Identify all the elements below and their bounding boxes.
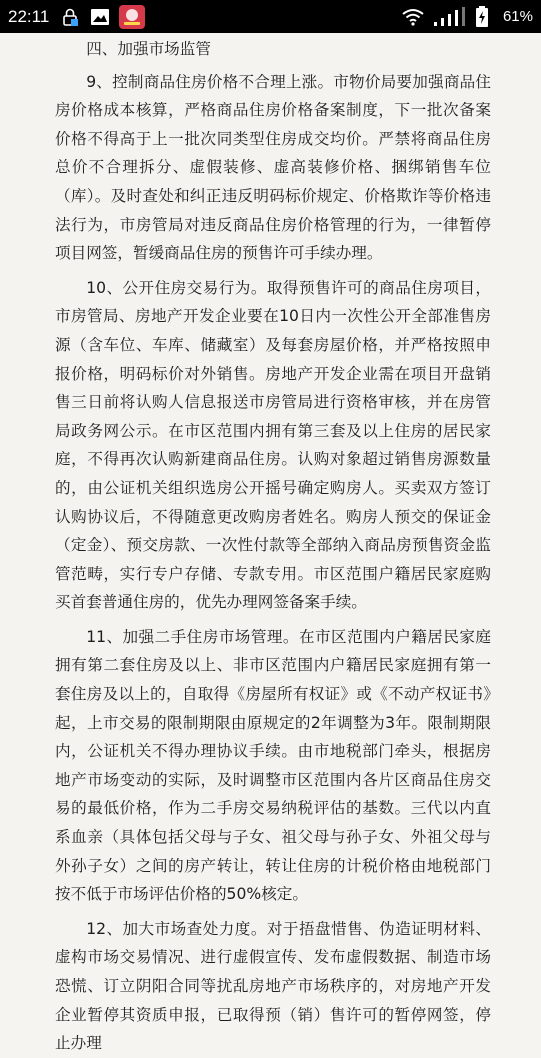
paragraph-11: 11、加强二手住房市场管理。在市区范围内户籍居民家庭拥有第二套住房及以上、非市区范围内户籍居民家庭拥有第一套住房及以上的，自取得《房屋所有权证》或《不动产权证书》起，上市交易的限制期限由原规定的2年调整为3年。限制期限内，公证机关不得办理协议手续。由市地税部门牵头，根据房地产市场变动的实际，及时调整市区范围内各片区商品住房交易的最低价格，作为二手房交易纳税评估的基数。三代以内直系血亲（具体包括父母与子女、祖父母与孙子女、外祖父母与外孙子女）之间的房产转让，转让住房的计税价格由地税部门按不低于市场评估价格的50%核定。 (55, 627, 491, 904)
document-viewer[interactable] (0, 33, 541, 1053)
paragraph-9: 9、控制商品住房价格不合理上涨。市物价局要加强商品住房价格成本核算，严格商品住房价格备案制度，下一批次备案价格不得高于上一批次同类型住房成交均价。严禁将商品住房总价不合理拆分、虚假装修、虚高装修价格、捆绑销售车位（库）。及时查处和纠正违反明码标价规定、价格欺诈等价格违法行为，市房管局对违反商品住房价格管理的行为，一律暂停项目网签，暂缓商品住房的预售许可手续办理。 (55, 72, 491, 263)
app-icon (119, 5, 145, 29)
section-heading: 四、加强市场监管 (86, 40, 211, 58)
document-body (0, 33, 541, 1058)
status-time: 22:11 (8, 6, 50, 26)
battery-icon (475, 6, 489, 28)
paragraph-10: 10、公开住房交易行为。取得预售许可的商品住房项目，市房管局、房地产开发企业要在10日内一次性公开全部准售房源（含车位、车库、储藏室）及每套房屋价格，并严格按照申报价格，明码标价对外销售。房地产开发企业需在项目开盘销售三日前将认购人信息报送市房管局进行资格审核，并在房管局政务网公示。在市区范围内拥有第三套及以上住房的居民家庭，不得再次认购新建商品住房。认购对象超过销售房源数量的，由公证机关组织选房公开摇号确定购房人。买卖双方签订认购协议后，不得随意更改购房者姓名。购房人预交的保证金（定金）、预交房款、一次性付款等全部纳入商品房预售资金监管范畴，实行专户存储、专款专用。市区范围户籍居民家庭购买首套普通住房的，优先办理网签备案手续。 (55, 278, 491, 612)
battery-percentage: 61% (502, 8, 533, 25)
image-icon (89, 7, 111, 27)
paragraph-12: 12、加大市场查处力度。对于捂盘惜售、伪造证明材料、虚构市场交易情况、进行虚假宣传、发布虚假数据、制造市场恐慌、订立阴阳合同等扰乱房地产市场秩序的，对房地产开发企业暂停其资质申报，已取得预（销）售许可的暂停网签，停止办理 (55, 919, 491, 1053)
lock-icon (59, 6, 81, 28)
signal-icon (433, 7, 467, 27)
status-bar (0, 0, 541, 33)
status-right (401, 6, 533, 28)
wifi-icon (401, 7, 425, 27)
